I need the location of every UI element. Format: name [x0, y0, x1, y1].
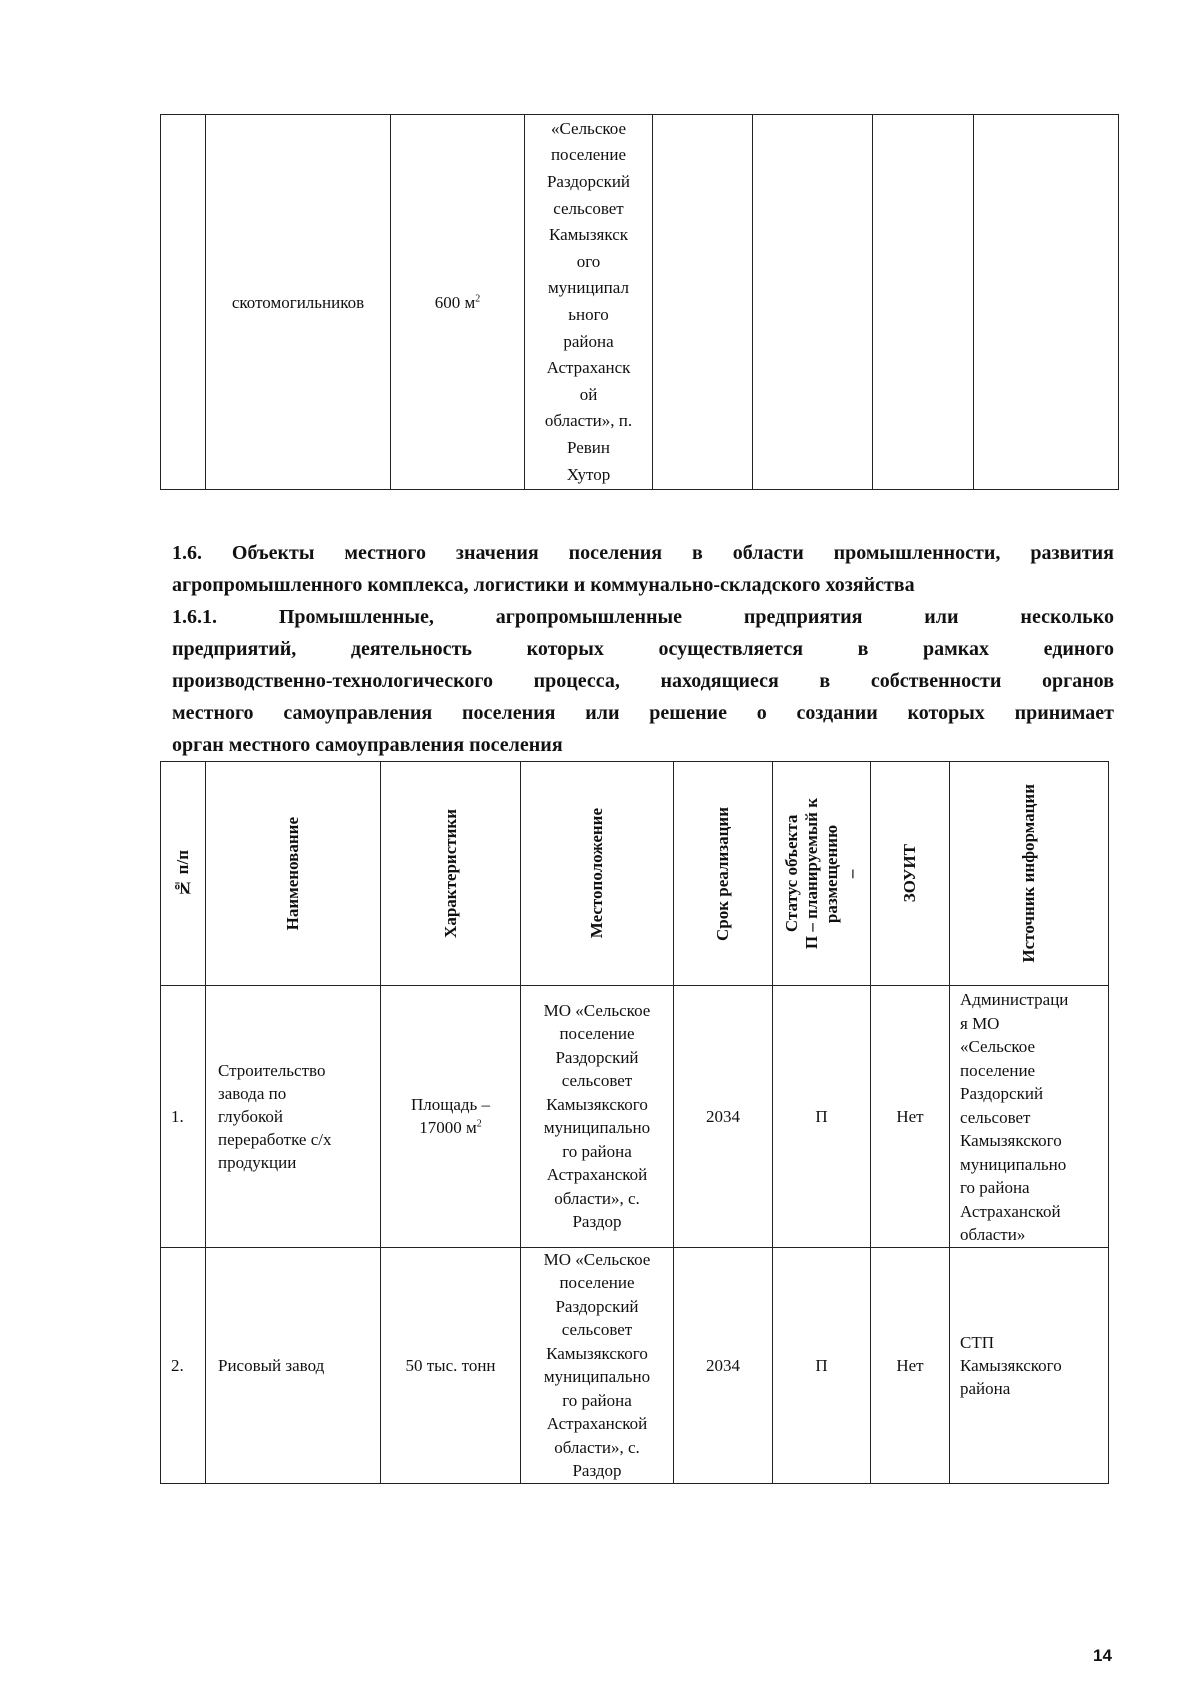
page-number: 14	[1093, 1646, 1112, 1665]
subheading-line: производственно-технологического процесса, находящиеся в собственности органов	[172, 670, 1114, 692]
heading-line: 1.6. Объекты местного значения поселения в области промышленности, развития	[172, 542, 1114, 564]
zouit-cell	[873, 115, 974, 490]
header-term: Срок реализации	[674, 762, 773, 986]
header-num: № п/п	[161, 762, 206, 986]
table-row	[161, 1247, 1109, 1483]
source-cell: Администраци я МО «Сельское поселение Раздорский сельсовет Камызякского муниципально го района Астраханской области»	[950, 986, 1109, 1248]
source-cell: СТП Камызякского района	[950, 1247, 1109, 1483]
header-zouit: ЗОУИТ	[871, 762, 950, 986]
term-cell: 2034	[674, 1247, 773, 1483]
location-cell: МО «Сельское поселение Раздорский сельсовет Камызякского муниципально го района Астраханской области», с. Раздор	[521, 986, 674, 1248]
num-cell: 1.	[161, 986, 206, 1248]
status-cell: П	[773, 1247, 871, 1483]
table-row	[161, 115, 1119, 490]
table-row	[161, 986, 1109, 1248]
subheading-line: орган местного самоуправления поселения	[172, 734, 563, 756]
subheading-line: местного самоуправления поселения или решение о создании которых принимает	[172, 702, 1114, 724]
source-cell	[974, 115, 1119, 490]
term-cell	[653, 115, 753, 490]
characteristics-cell: 50 тыс. тонн	[381, 1247, 521, 1483]
continuation-table	[160, 114, 1119, 490]
name-cell: Строительство завода по глубокой переработке с/х продукции	[206, 986, 381, 1248]
status-cell	[753, 115, 873, 490]
characteristics-cell: 600 $м^2$	[391, 115, 525, 490]
subheading-line: предприятий, деятельность которых осуществляется в рамках единого	[172, 638, 1114, 660]
header-status: Статус объекта П – планируемый к размещению –	[773, 762, 871, 986]
num-cell: 2.	[161, 1247, 206, 1483]
name-cell: Рисовый завод	[206, 1247, 381, 1483]
header-source: Источник информации	[950, 762, 1109, 986]
characteristics-cell: Площадь – 17000 $м^2$	[381, 986, 521, 1248]
header-name: Наименование	[206, 762, 381, 986]
location-cell: «Сельское поселение Раздорский сельсовет Камызякск ого муниципал ьного района Астраханск ой области», п. Ревин Хутор	[525, 115, 653, 490]
num-cell	[161, 115, 206, 490]
section-heading	[172, 537, 1114, 761]
name-cell: скотомогильников	[206, 115, 391, 490]
header-characteristics: Характеристики	[381, 762, 521, 986]
zouit-cell: Нет	[871, 1247, 950, 1483]
header-row	[161, 762, 1109, 986]
heading-line: агропромышленного комплекса, логистики и коммунально-складского хозяйства	[172, 574, 915, 596]
term-cell: 2034	[674, 986, 773, 1248]
zouit-cell: Нет	[871, 986, 950, 1248]
subheading-line: 1.6.1. Промышленные, агропромышленные предприятия или несколько	[172, 606, 1114, 628]
enterprises-table	[160, 761, 1109, 1484]
location-cell: МО «Сельское поселение Раздорский сельсовет Камызякского муниципально го района Астраханской области», с. Раздор	[521, 1247, 674, 1483]
status-cell: П	[773, 986, 871, 1248]
header-location: Местоположение	[521, 762, 674, 986]
